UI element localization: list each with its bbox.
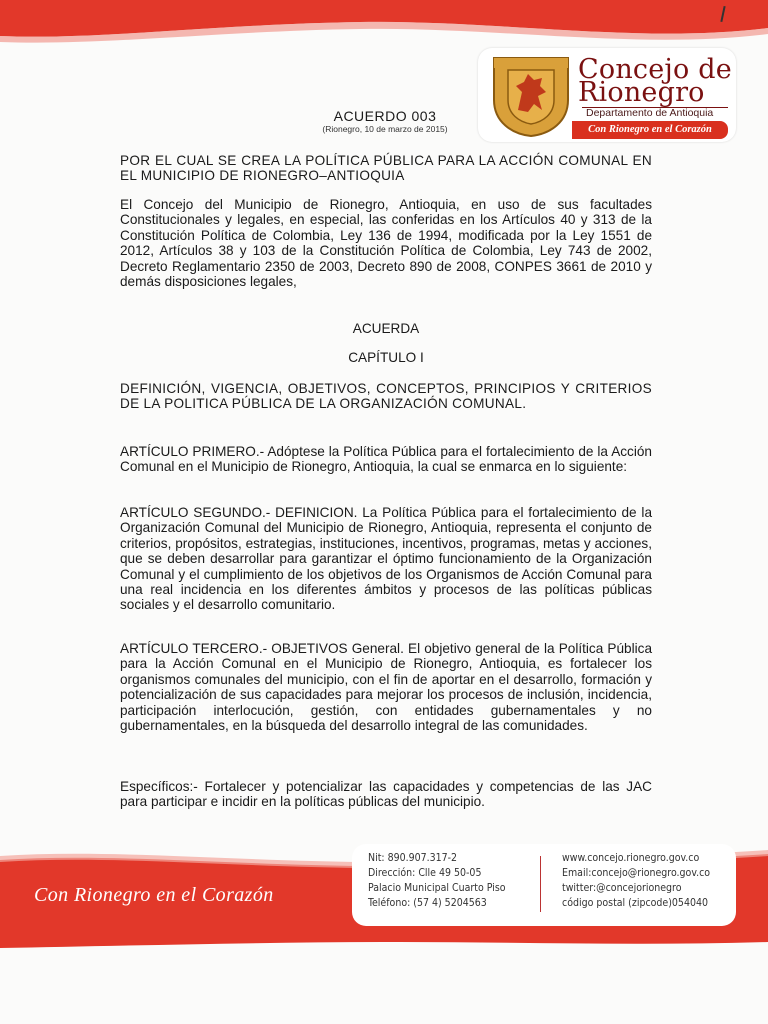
acuerda-heading: ACUERDA xyxy=(352,321,420,336)
footer-divider xyxy=(540,856,541,912)
footer-email: Email:concejo@rionegro.gov.co xyxy=(562,867,711,879)
logo-slogan: Con Rionegro en el Corazón xyxy=(572,121,728,139)
footer-contact-left xyxy=(368,851,506,911)
footer-address: Dirección: Clle 49 50-05 xyxy=(368,867,482,879)
specific-objectives: Específicos:- Fortalecer y potencializar las capacidades y competencias de las JAC para participar e incidir en la políticas públicas del municipio. xyxy=(120,779,652,810)
logo-subtitle: Departamento de Antioquia xyxy=(586,107,714,119)
footer-website: www.concejo.rionegro.gov.co xyxy=(562,852,700,864)
footer-slogan: Con Rionegro en el Corazón xyxy=(34,884,274,906)
footer-building: Palacio Municipal Cuarto Piso xyxy=(368,882,506,894)
document-title: ACUERDO 003 xyxy=(333,108,437,124)
preamble-paragraph: El Concejo del Municipio de Rionegro, Antioquia, en uso de sus facultades Constitucionales y legales, en especial, las conferidas en los Artículos 40 y 313 de la Constitución Política de Colombia, Ley 136 de 1994, modificada por la Ley 1551 de 2012, Artículos 38 y 103 de la Constitución Política de Colombia, Ley 743 de 2002, Decreto Reglamentario 2350 de 2003, Decreto 890 de 2008, CONPES 3661 de 2010 y demás disposiciones legales, xyxy=(120,197,652,290)
article-segundo: ARTÍCULO SEGUNDO.- DEFINICION. La Política Pública para el fortalecimiento de la Organización Comunal del Municipio de Rionegro, Antioquia, representa el conjunto de criterios, propósitos, estrategias, instituciones, incentivos, programas, metas y acciones, que se deben desarrollar para garantizar el óptimo funcionamiento de la Organización Comunal y el cumplimiento de los objetivos de los Organismos de Acción Comunal para una real incidencia en los diferentes ámbitos y procesos de las políticas públicas sociales y el desarrollo comunitario. xyxy=(120,505,652,613)
footer-nit: Nit: 890.907.317-2 xyxy=(368,852,458,864)
logo-title-line2: Rionegro xyxy=(578,77,705,108)
article-primero: ARTÍCULO PRIMERO.- Adóptese la Política Pública para el fortalecimiento de la Acción Comunal en el Municipio de Rionegro, Antioquia, la cual se enmarca en lo siguiente: xyxy=(120,444,652,475)
footer-zipcode: código postal (zipcode)054040 xyxy=(562,897,708,909)
document-subject: POR EL CUAL SE CREA LA POLÍTICA PÚBLICA PARA LA ACCIÓN COMUNAL EN EL MUNICIPIO DE RIONEGRO–ANTIOQUIA xyxy=(120,153,652,184)
footer-contact-right xyxy=(562,851,710,911)
chapter-title: DEFINICIÓN, VIGENCIA, OBJETIVOS, CONCEPTOS, PRINCIPIOS Y CRITERIOS DE LA POLITICA PÚBLICA DE LA ORGANIZACIÓN COMUNAL. xyxy=(120,381,652,412)
logo-title-line1: Concejo de xyxy=(578,54,732,85)
footer-phone: Teléfono: (57 4) 5204563 xyxy=(368,897,487,909)
chapter-heading: CAPÍTULO I xyxy=(348,350,424,365)
footer-twitter: twitter:@concejorionegro xyxy=(562,882,682,894)
article-tercero: ARTÍCULO TERCERO.- OBJETIVOS General. El objetivo general de la Política Pública para la Acción Comunal en el Municipio de Rionegro, Antioquia, es fortalecer los organismos comunales del municipio, con el fin de aportar en el desarrollo, formación y potencialización de sus capacidades para mejorar los procesos de inclusión, incidencia, participación interlocución, gestión, con entidades gubernamentales y no gubernamentales, en la búsqueda del desarrollo integral de las comunidades. xyxy=(120,641,652,734)
document-date: (Rionegro, 10 de marzo de 2015) xyxy=(322,124,448,134)
